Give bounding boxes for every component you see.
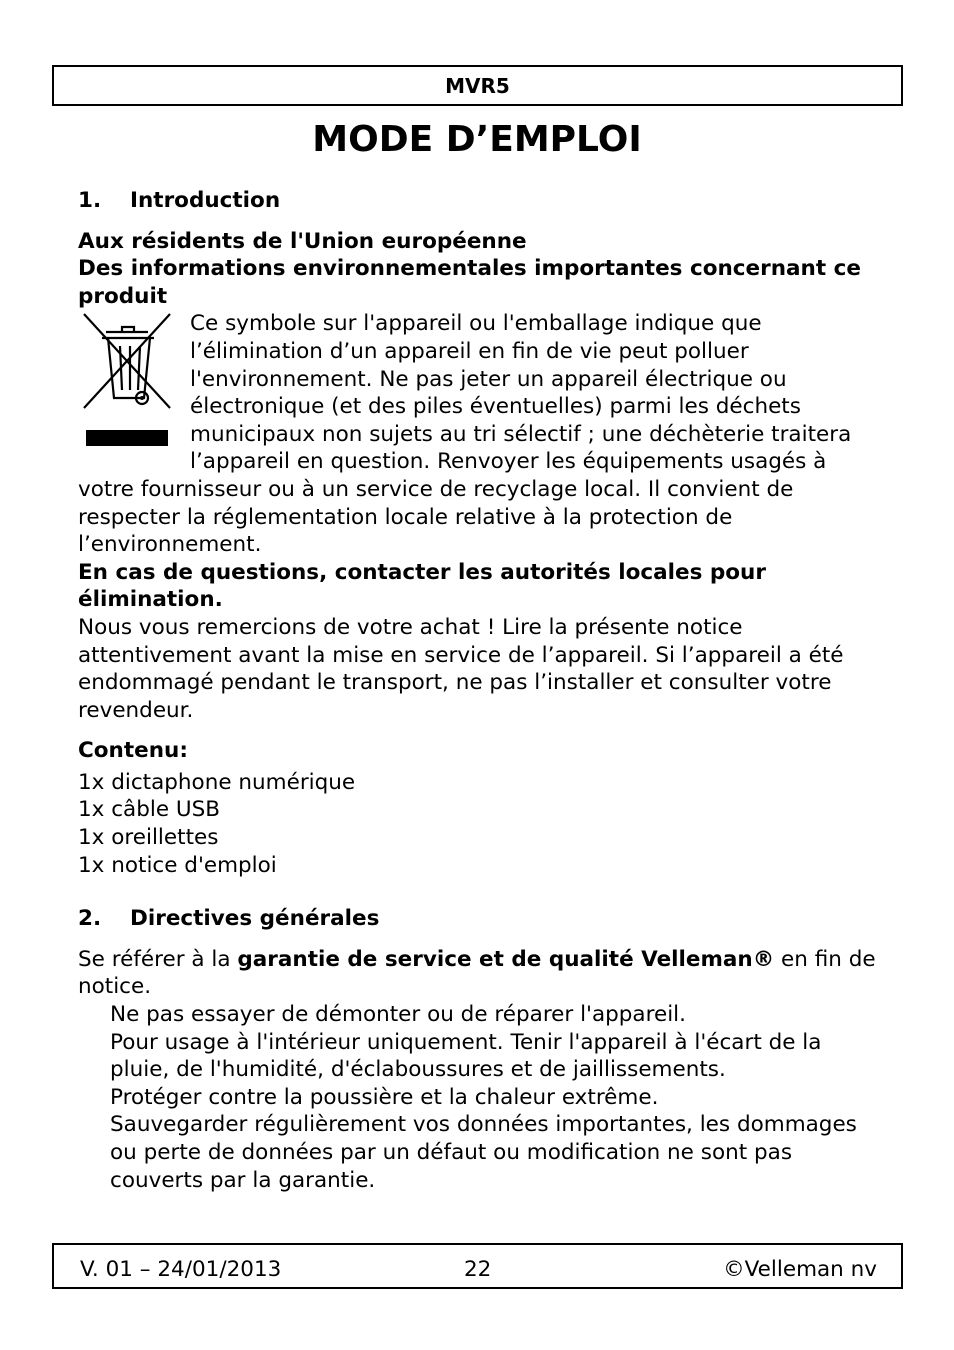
contents-item: 1x dictaphone numérique <box>78 769 356 795</box>
thanks-paragraph: Nous vous remercions de votre achat ! Lire la présente notice attentivement avant la mise en service de l’appareil. Si l’appareil a été endommagé pendant le transport, ne pas l’installer et consulter votre revendeur. <box>78 614 844 723</box>
section-2-heading <box>78 905 878 933</box>
contents-heading: Contenu: <box>78 738 188 764</box>
eu-residents-heading: Aux résidents de l'Union européenne <box>78 228 527 254</box>
environment-heading: Des informations environnementales importantes concernant ce produit <box>78 256 861 309</box>
section-1-number: 1. <box>78 188 102 213</box>
warranty-outro-text: en fin de notice. <box>78 946 876 1000</box>
section-1-heading <box>78 187 878 215</box>
section-2-number: 2. <box>78 906 102 932</box>
warranty-reference <box>78 946 878 1001</box>
footer-box <box>52 1243 903 1289</box>
page-title: MODE D’EMPLOI <box>312 119 642 160</box>
footer-version: V. 01 – 24/01/2013 <box>80 1257 282 1282</box>
contents-item: 1x notice d'emploi <box>78 852 277 878</box>
warranty-intro-text: Se référer à la <box>78 946 238 972</box>
section-1-title: Introduction <box>130 188 281 213</box>
weee-text: Ce symbole sur l'appareil ou l'emballage indique que l’élimination d’un appareil en fin de vie peut polluer l'environnement. Ne pas jeter un appareil électrique ou électronique (et des piles éventuelles) parmi les déchets municipaux non sujets au tri sélectif ; une déchèterie traitera l’appareil en question. Renvoyer les équipements usagés à votre fournisseur ou à un service de recyclage local. Il convient de respecter la réglementation locale relative à la protection de l’environnement. <box>78 311 852 558</box>
contents-item: 1x oreillettes <box>78 825 219 851</box>
guideline-item: Sauvegarder régulièrement vos données importantes, les dommages ou perte de données par un défaut ou modification ne sont pas couverts par la garantie. <box>110 1112 857 1193</box>
model-name: MVR5 <box>445 74 510 98</box>
footer-page-number: 22 <box>464 1257 492 1282</box>
guideline-item: Ne pas essayer de démonter ou de réparer l'appareil. <box>110 1002 686 1028</box>
header-box <box>52 65 903 106</box>
main-content <box>78 187 878 1194</box>
weee-block <box>78 310 878 558</box>
guideline-item: Pour usage à l'intérieur uniquement. Tenir l'appareil à l'écart de la pluie, de l'humidité, d'éclaboussures et de jaillissements. <box>110 1029 822 1083</box>
guideline-item: Protéger contre la poussière et la chaleur extrême. <box>110 1084 659 1110</box>
weee-crossed-bin-icon <box>78 312 178 452</box>
section-2-title: Directives générales <box>130 906 380 932</box>
contents-item: 1x câble USB <box>78 797 221 823</box>
warranty-name: garantie de service et de qualité Velleman® <box>237 946 775 972</box>
questions-note: En cas de questions, contacter les autorités locales pour élimination. <box>78 559 766 613</box>
footer-copyright: ©Velleman nv <box>723 1257 877 1282</box>
